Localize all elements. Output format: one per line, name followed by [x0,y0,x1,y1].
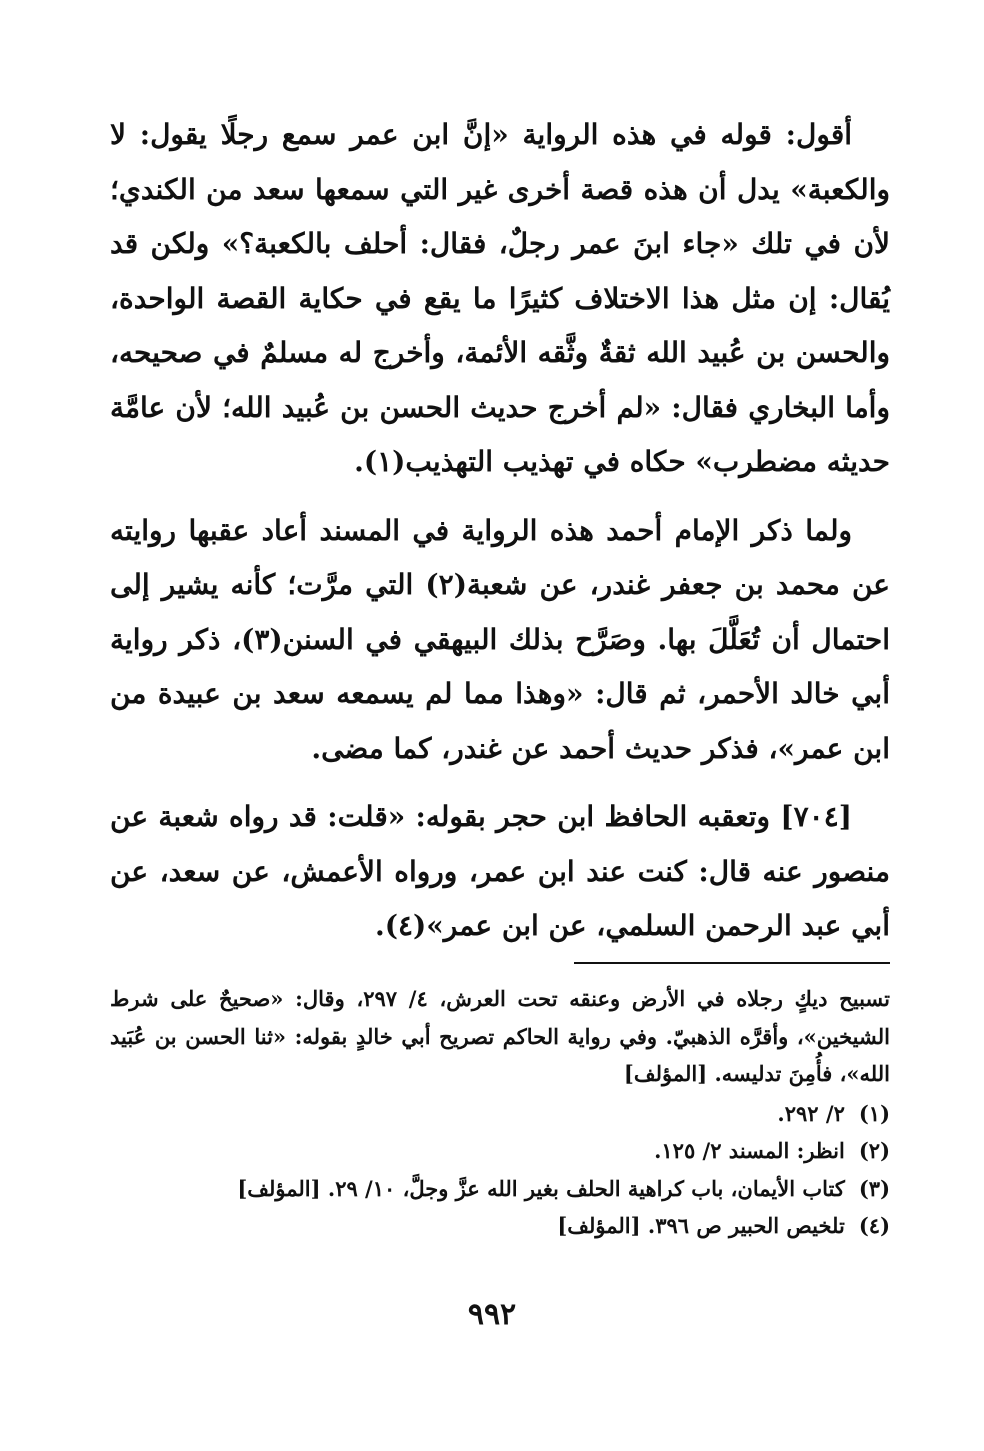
paragraph: ولما ذكر الإمام أحمد هذه الرواية في المسند أعاد عقبها روايته عن محمد بن جعفر غندر، عن شعبة(٢) التي مرَّت؛ كأنه يشير إلى احتمال أن تُعَلَّلَ بها. وصَرَّح بذلك البيهقي في السنن(٣)، ذكر رواية أبي خالد الأحمر، ثم قال: «وهذا مما لم يسمعه سعد بن عبيدة من ابن عمر»، فذكر حديث أحمد عن غندر، كما مضى. [110,513,891,765]
footnote-number: (٣) [858,1175,890,1201]
footnote-text: ٢/ ٢٩٢. [777,1100,845,1126]
footnote-text: تلخيص الحبير ص ٣٩٦. [المؤلف] [557,1213,845,1238]
paragraph: [٧٠٤] وتعقبه الحافظ ابن حجر بقوله: «قلت: قد رواه شعبة عن منصور عنه قال: كنت عند ابن عمر، ورواه الأعمش، عن سعد، عن أبي عبد الرحمن السلمي، عن ابن عمر»(٤). [110,800,890,942]
footnote-text: كتاب الأيمان، باب كراهية الحلف بغير الله عزَّ وجلَّ، ١٠/ ٢٩. [المؤلف] [237,1175,845,1201]
footnotes [110,980,890,1245]
footnote-item [110,1132,890,1170]
page-body [110,108,890,954]
footnote-number: (١) [858,1100,890,1126]
footnote-number: (٤) [858,1213,890,1238]
page-number: ٩٩٢ [467,1297,517,1332]
footnote-item [110,1207,890,1245]
footnote-item [110,1170,890,1208]
main-text [110,108,890,954]
footnote-divider [574,962,890,964]
paragraph: أقول: قوله في هذه الرواية «إنَّ ابن عمر سمع رجلًا يقول: لا والكعبة» يدل أن هذه قصة أخرى غير التي سمعها سعد من الكندي؛ لأن في تلك «جاء ابنَ عمر رجلٌ، فقال: أحلف بالكعبة؟» ولكن قد يُقال: إن مثل هذا الاختلاف كثيرًا ما يقع في حكاية القصة الواحدة، والحسن بن عُبيد الله ثقةٌ وثَّقه الأئمة، وأخرج له مسلمٌ في صحيحه، وأما البخاري فقال: «لم أخرج حديث الحسن بن عُبيد الله؛ لأن عامَّة حديثه مضطرب» حكاه في تهذيب التهذيب(١). [110,118,890,478]
footnote-continuation: تسبيح ديكٍ رجلاه في الأرض وعنقه تحت العرش، ٤/ ٢٩٧، وقال: «صحيحٌ على شرط الشيخين»، وأقرَّه الذهبيّ. وفي رواية الحاكم تصريح أبي خالدٍ بقوله: «ثنا الحسن بن عُبَيد الله»، فأُمِنَ تدليسه. [المؤلف] [110,986,890,1086]
footnote-number: (٢) [858,1138,890,1163]
footnote-item [110,1095,890,1133]
footnote-text: انظر: المسند ٢/ ١٢٥. [654,1138,845,1163]
